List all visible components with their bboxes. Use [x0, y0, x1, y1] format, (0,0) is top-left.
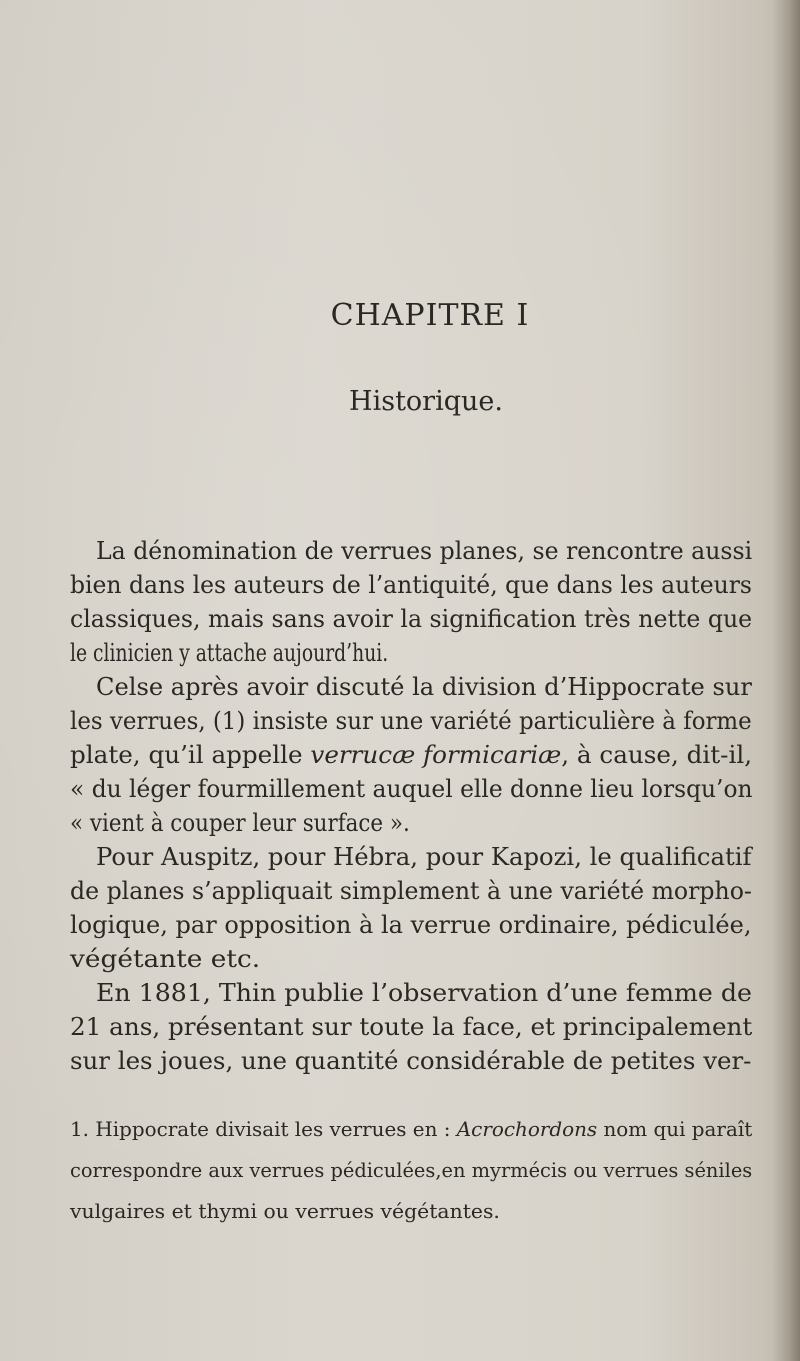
text-line: [70, 877, 752, 905]
text-segment: La dénomination de verrues planes, se rencontre aussi: [96, 537, 753, 565]
text-segment: « vient à couper leur surface ».: [70, 809, 410, 837]
text-segment: vulgaires et thymi ou verrues végétantes.: [70, 1199, 500, 1223]
text-line: [96, 537, 752, 565]
text-segment: classiques, mais sans avoir la signification très nette que: [70, 605, 753, 633]
text-line: [70, 741, 752, 769]
text-segment: le clinicien y attache aujourd’hui.: [70, 639, 389, 667]
text-line: [70, 707, 752, 735]
text-line: [96, 843, 752, 871]
chapter-heading: CHAPITRE I: [330, 298, 530, 333]
text-line: [96, 979, 752, 1007]
latin-term: Acrochordons: [456, 1117, 598, 1141]
text-segment: bien dans les auteurs de l’antiquité, que dans les auteurs: [70, 571, 752, 599]
text-line: [70, 571, 752, 599]
text-segment: 1. Hippocrate divisait les verrues en :: [70, 1117, 457, 1141]
text-line: [70, 1013, 752, 1041]
text-line: [70, 775, 753, 803]
text-line: [70, 639, 388, 667]
text-segment: « du léger fourmillement auquel elle donne lieu lorsqu’on: [70, 775, 753, 803]
text-segment: Pour Auspitz, pour Hébra, pour Kapozi, le qualificatif: [96, 843, 752, 871]
text-segment: les verrues, (1) insiste sur une variété particulière à forme: [70, 707, 752, 735]
text-line: [70, 605, 752, 633]
section-title: Historique.: [349, 386, 503, 417]
text-segment: nom qui paraît: [597, 1117, 753, 1141]
text-segment: Celse après avoir discuté la division d’Hippocrate sur: [96, 673, 752, 701]
text-segment: 21 ans, présentant sur toute la face, et principalement: [70, 1013, 753, 1041]
text-segment: En 1881, Thin publie l’observation d’une femme de: [96, 979, 752, 1007]
text-segment: correspondre aux verrues pédiculées,en myrmécis ou verrues séniles: [70, 1158, 753, 1182]
latin-term: verrucæ formicariæ: [310, 741, 562, 769]
text-segment: logique, par opposition à la verrue ordinaire, pédiculée,: [70, 911, 752, 939]
text-segment: sur les joues, une quantité considérable de petites ver-: [70, 1047, 752, 1075]
text-line: [70, 1047, 751, 1075]
text-segment: , à cause, dit-il,: [561, 741, 753, 769]
text-line: [70, 911, 751, 939]
text-line: [70, 945, 260, 973]
footnote-line: [70, 1199, 500, 1223]
page-edge-shadow: [772, 0, 800, 1361]
text-segment: de planes s’appliquait simplement à une variété morpho-: [70, 877, 752, 905]
text-line: [70, 809, 410, 837]
text-segment: plate, qu’il appelle: [70, 741, 311, 769]
footnote-line: [70, 1158, 752, 1182]
footnote-line: [70, 1117, 752, 1141]
text-segment: végétante etc.: [70, 945, 261, 973]
text-line: [96, 673, 752, 701]
